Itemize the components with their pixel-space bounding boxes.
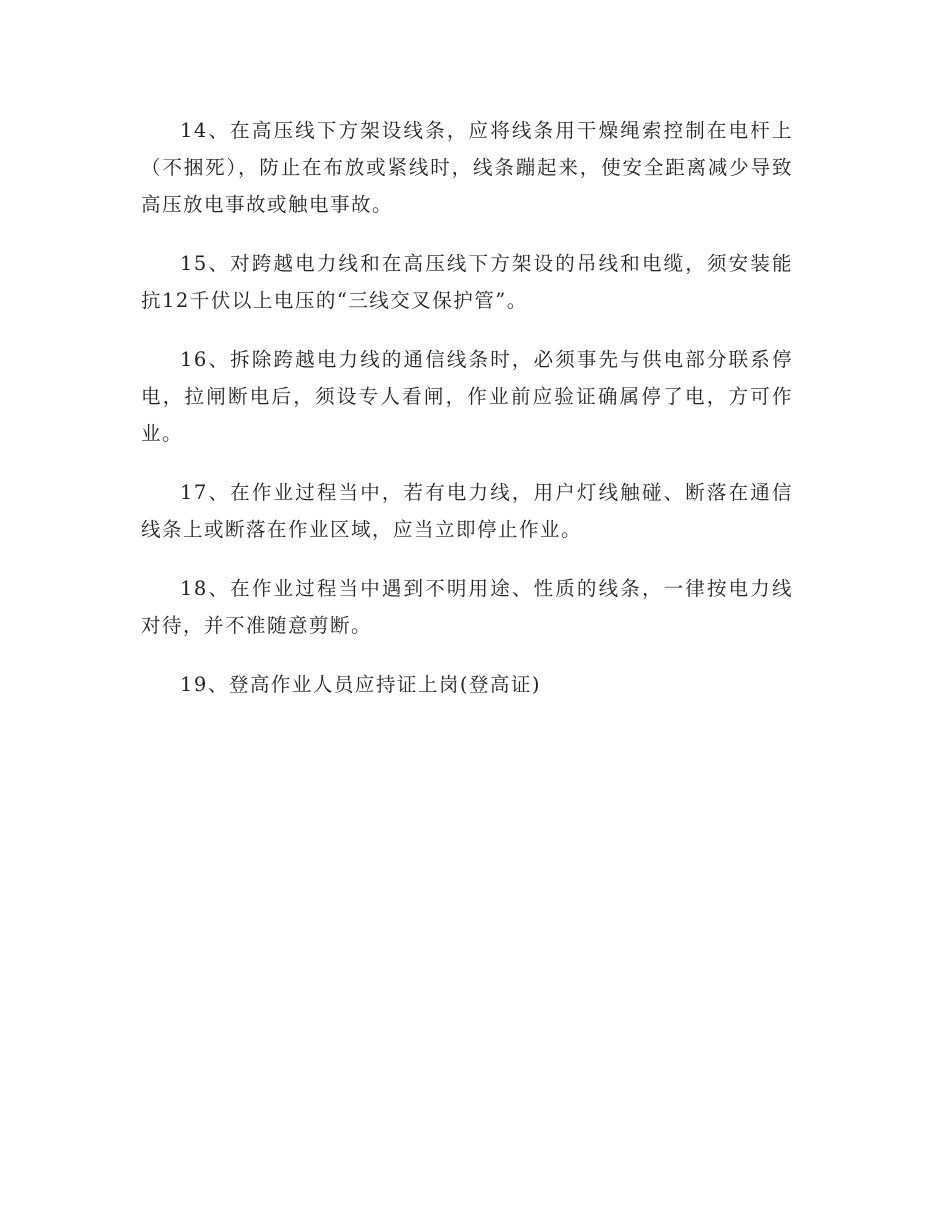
paragraph-19: 19、登高作业人员应持证上岗(登高证) (180, 673, 542, 696)
paragraph-16: 16、拆除跨越电力线的通信线条时，必须事先与供电部分联系停电，拉闸断电后，须设专人看闸，作业前应验证确属停了电，方可作业。 (141, 348, 793, 445)
paragraph-14: 14、在高压线下方架设线条，应将线条用干燥绳索控制在电杆上（不捆死），防止在布放或紧线时，线条蹦起来，使安全距离减少导致高压放电事故或触电事故。 (141, 119, 793, 216)
paragraph-18: 18、在作业过程当中遇到不明用途、性质的线条，一律按电力线对待，并不准随意剪断。 (141, 577, 793, 637)
paragraph-17: 17、在作业过程当中，若有电力线，用户灯线触碰、断落在通信线条上或断落在作业区域，应当立即停止作业。 (141, 481, 793, 541)
document-body (141, 112, 793, 725)
paragraph-15: 15、对跨越电力线和在高压线下方架设的吊线和电缆，须安装能抗12千伏以上电压的“三线交叉保护管”。 (141, 252, 793, 312)
